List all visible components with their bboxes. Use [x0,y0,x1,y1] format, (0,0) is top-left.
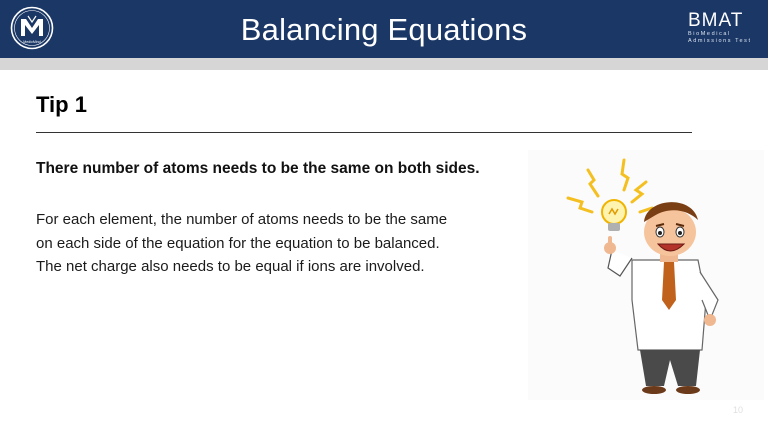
bmat-brand-line2: Admissions Test [688,38,752,44]
body-line: on each side of the equation for the equation to be balanced. [36,234,440,252]
bmat-brand [688,11,754,45]
bmat-brand-line1: BioMedical [688,31,731,37]
header-divider-strip [0,58,768,70]
divider-line [36,132,692,133]
logo-text: MedicMind [23,40,41,44]
body-line: For each element, the number of atoms needs to be the same [36,211,448,228]
man-with-lightbulb-idea-icon [528,150,764,400]
page-number: 10 [733,405,744,415]
header-bar [0,0,768,58]
body-line: The net charge also needs to be equal if ions are involved. [36,258,425,275]
section-heading: There number of atoms needs to be the same on both sides. [36,160,480,177]
page-title: Balancing Equations [240,12,528,47]
bmat-brand-name: BMAT [688,10,744,31]
body-paragraph [36,208,516,279]
tip-label: Tip 1 [36,92,87,117]
